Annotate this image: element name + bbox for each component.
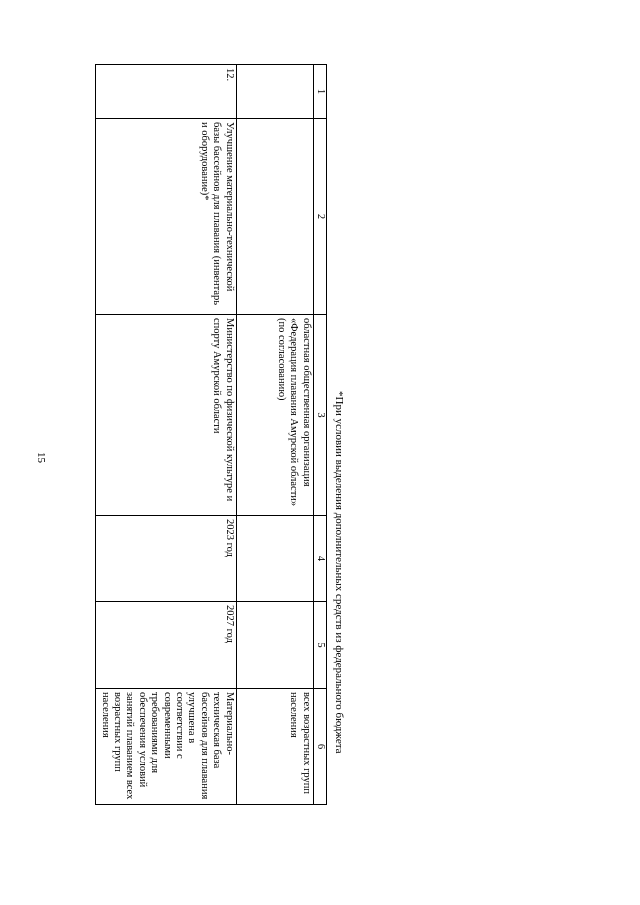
- table-row: [236, 65, 313, 805]
- measure-cell: Улучшение материально-технической базы бассейнов для плавания (инвентарь и оборудование)*: [95, 119, 236, 315]
- footnote: *При условии выделения дополнительных средств из федерального бюджета: [333, 391, 345, 754]
- column-header: 4: [313, 516, 326, 602]
- measures-table: [95, 64, 327, 805]
- result-cell: всех возрастных групп населения: [236, 689, 313, 805]
- end-date-cell: 2027 год: [95, 602, 236, 689]
- rotated-table-container: [99, 64, 327, 804]
- table-row: [95, 65, 236, 805]
- row-number-cell: [236, 65, 313, 119]
- table-header-row: [313, 65, 326, 805]
- column-header: 2: [313, 119, 326, 315]
- column-header: 5: [313, 602, 326, 689]
- row-number-cell: 12.: [95, 65, 236, 119]
- executor-cell: Министерство по физической культуре и спорту Амурской области: [95, 315, 236, 516]
- result-cell: Материально-техническая база бассейнов для плавания улучшена в соответствии с современными требованиями для обеспечения условий занятий плаванием всех возрастных групп населения: [95, 689, 236, 805]
- measure-cell: [236, 119, 313, 315]
- column-header: 1: [313, 65, 326, 119]
- column-header: 3: [313, 315, 326, 516]
- start-date-cell: 2023 год: [95, 516, 236, 602]
- page-number: 15: [35, 452, 47, 463]
- executor-cell: областная общественная организация «Федерация плавания Амурской области» (по согласованию): [236, 315, 313, 516]
- column-header: 6: [313, 689, 326, 805]
- start-date-cell: [236, 516, 313, 602]
- end-date-cell: [236, 602, 313, 689]
